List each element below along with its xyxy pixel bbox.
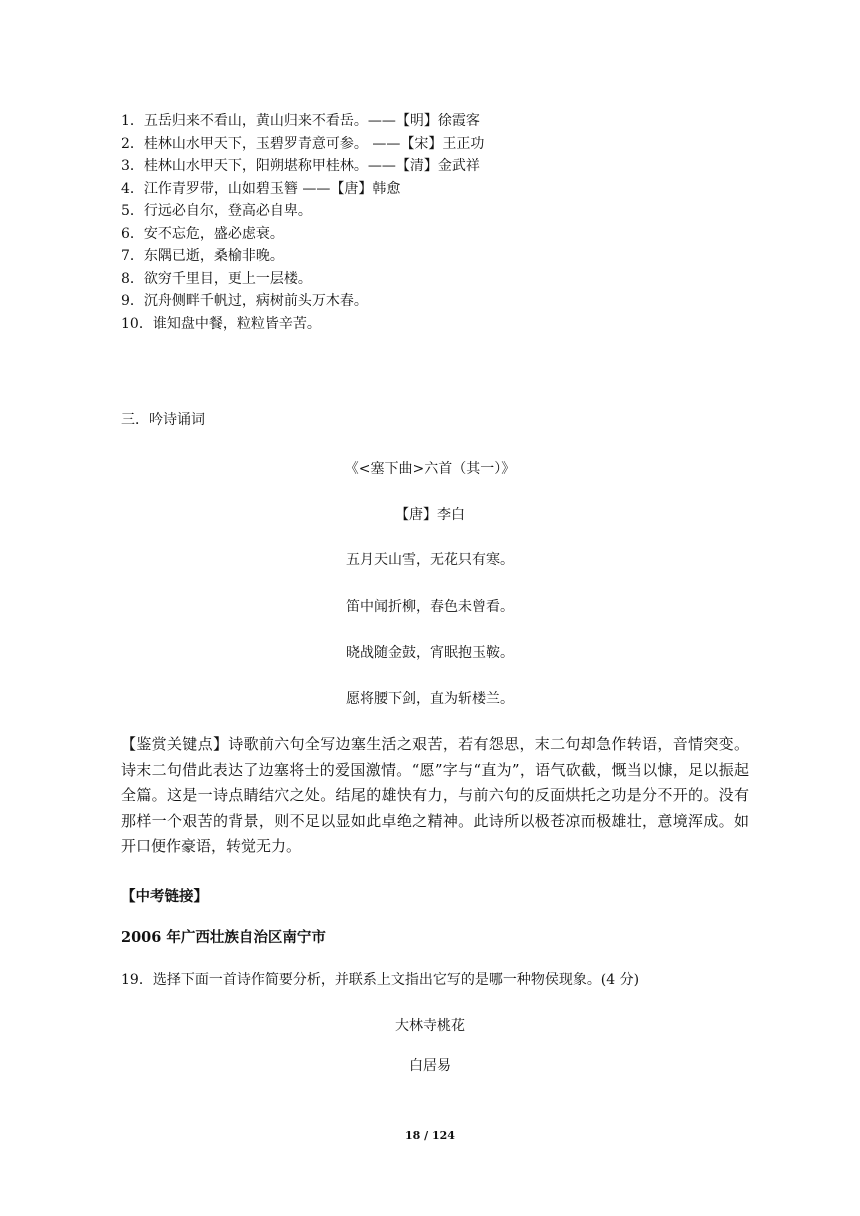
appreciation-paragraph: 【鉴赏关键点】诗歌前六句全写边塞生活之艰苦，若有怨思，末二句却急作转语，音情突变。诗末二句借此表达了边塞将士的爱国激情。“愿”字与“直为”，语气砍截，慨当以慷，足以振起全篇。这是一诗点睛结穴之处。结尾的雄快有力，与前六句的反面烘托之功是分不开的。没有那样一个艰苦的背景，则不足以显如此卓绝之精神。此诗所以极苍凉而极雄壮，意境浑成。如开口便作豪语，转觉无力。 xyxy=(121,735,749,856)
poem-author: 【唐】李白 xyxy=(395,507,465,523)
quote-item: 9．沉舟侧畔千帆过，病树前头万木春。 xyxy=(121,293,368,309)
quote-item: 1．五岳归来不看山，黄山归来不看岳。——【明】徐霞客 xyxy=(121,113,480,129)
quote-item: 3．桂林山水甲天下，阳朔堪称甲桂林。——【清】金武祥 xyxy=(121,158,480,174)
exam-question: 19．选择下面一首诗作简要分析，并联系上文指出它写的是哪一种物侯现象。(4 分) xyxy=(121,972,640,988)
poem-line: 笛中闻折柳，春色未曾看。 xyxy=(346,599,514,615)
poem-line: 晓战随金鼓，宵眠抱玉鞍。 xyxy=(346,645,514,661)
poem-line: 愿将腰下剑，直为斩楼兰。 xyxy=(346,691,514,707)
poem-title: 《<塞下曲>六首（其一）》 xyxy=(344,461,516,477)
poem-line: 五月天山雪，无花只有寒。 xyxy=(346,552,514,568)
exam-region: 2006 年广西壮族自治区南宁市 xyxy=(121,929,326,946)
quote-item: 6．安不忘危，盛必虑衰。 xyxy=(121,225,284,242)
quote-item: 5．行远必自尔，登高必自卑。 xyxy=(121,203,312,219)
exam-poem-title: 大林寺桃花 xyxy=(395,1018,465,1034)
quote-item: 8．欲穷千里目，更上一层楼。 xyxy=(121,270,312,287)
quote-item: 10．谁知盘中餐，粒粒皆辛苦。 xyxy=(121,315,321,332)
quote-list xyxy=(121,110,761,335)
page-number: 18 / 124 xyxy=(405,1129,455,1142)
quote-item: 4．江作青罗带，山如碧玉簪 ——【唐】韩愈 xyxy=(121,180,401,197)
section-heading: 三．吟诗诵词 xyxy=(121,412,205,428)
exam-link-heading: 【中考链接】 xyxy=(121,888,208,905)
exam-poem-author: 白居易 xyxy=(409,1058,451,1074)
quote-item: 7．东隅已逝，桑榆非晚。 xyxy=(121,248,284,264)
quote-item: 2．桂林山水甲天下，玉碧罗青意可参。 ——【宋】王正功 xyxy=(121,135,485,152)
